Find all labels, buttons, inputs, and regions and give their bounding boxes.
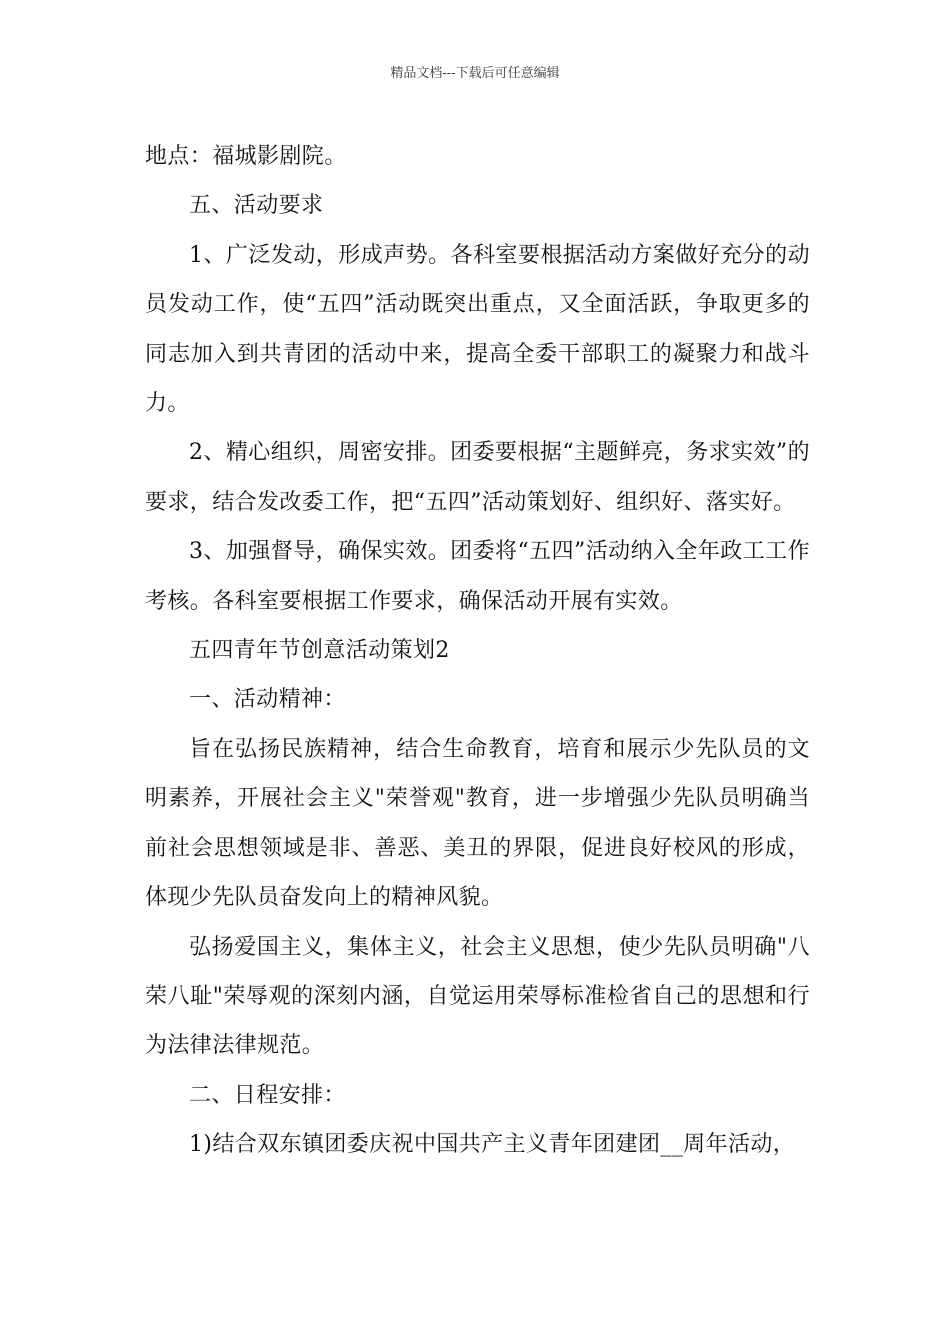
paragraph-requirement-2: 2、精心组织，周密安排。团委要根据“主题鲜亮，务求实效”的要求，结合发改委工作，把“五四”活动策划好、组织好、落实好。 (145, 440, 810, 515)
paragraph-location: 地点：福城影剧院。 (145, 144, 347, 169)
heading-activity-requirements: 五、活动要求 (189, 193, 324, 219)
page-header: 精品文档---下载后可任意编辑 (390, 66, 560, 81)
paragraph-schedule-1: 1)结合双东镇团委庆祝中国共产主义青年团建团__周年活动， (189, 1132, 796, 1158)
heading-activity-spirit: 一、活动精神： (189, 687, 346, 713)
paragraph-requirement-3: 3、加强督导，确保实效。团委将“五四”活动纳入全年政工工作考核。各科室要根据工作要求，确保活动开展有实效。 (145, 539, 810, 614)
document-body (145, 132, 810, 1170)
paragraph-spirit-2: 弘扬爱国主义，集体主义，社会主义思想，使少先队员明确"八荣八耻"荣辱观的深刻内涵，自觉运用荣辱标准检省自己的思想和行为法律法律规范。 (145, 934, 810, 1059)
paragraph-spirit-1: 旨在弘扬民族精神，结合生命教育，培育和展示少先队员的文明素养，开展社会主义"荣誉观"教育，进一步增强少先队员明确当前社会思想领域是非、善恶、美丑的界限，促进良好校风的形成，体现少先队员奋发向上的精神风貌。 (145, 736, 810, 911)
section-title-plan-2: 五四青年节创意活动策划2 (189, 638, 450, 664)
paragraph-requirement-1: 1、广泛发动，形成声势。各科室要根据活动方案做好充分的动员发动工作，使“五四”活动既突出重点，又全面活跃，争取更多的同志加入到共青团的活动中来，提高全委干部职工的凝聚力和战斗力。 (145, 242, 810, 417)
heading-schedule: 二、日程安排： (189, 1082, 346, 1108)
